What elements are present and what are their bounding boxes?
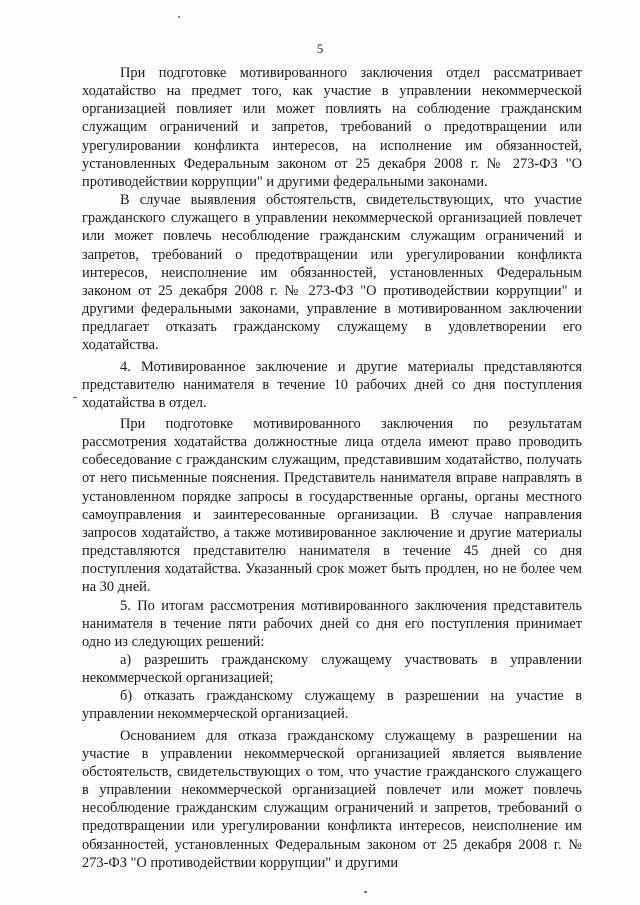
- document-body: [82, 64, 582, 872]
- paragraph-item-5: 5. По итогам рассмотрения мотивированного заключения представитель нанимателя в течение пяти рабочих дней со дня его поступления принимает одно из следующих решений:: [82, 597, 582, 650]
- scan-speck: [178, 16, 180, 18]
- scan-speck: [364, 891, 367, 893]
- paragraph-option-a: а) разрешить гражданскому служащему участвовать в управлении некоммерческой организацией;: [82, 652, 582, 687]
- paragraph-refusal-grounds: Основанием для отказа гражданскому служащему в разрешении на участие в управлении некоммерческой организацией является выявление обстоятельств, свидетельствующих о том, что участие гражданского служащего в управлении некоммерческой организацией повлечет или может повлечь несоблюдение гражданским служащим ограничений и запретов, требований о предотвращении или урегулировании конфликта интересов, неисполнение им обязанностей, установленных Федеральным законом от 25 декабря 2008 г. № 273-ФЗ "О противодействии коррупции" и другими: [82, 727, 582, 871]
- paragraph-item-4: 4. Мотивированное заключение и другие материалы представляются представителю нанимателя в течение 10 рабочих дней со дня поступления ходатайства в отдел.: [82, 358, 582, 411]
- paragraph-option-b: б) отказать гражданскому служащему в разрешении на участие в управлении некоммерческой организацией.: [82, 688, 582, 723]
- page-number: 5: [316, 41, 324, 56]
- scan-speck: [73, 397, 77, 398]
- paragraph-motivated-conclusion-review: При подготовке мотивированного заключения отдел рассматривает ходатайство на предмет того, как участие в управлении некоммерческой организацией повлияет или может повлиять на соблюдение гражданским служащим ограничений и запретов, требований о предотвращении или урегулировании конфликта интересов, на исполнение им обязанностей, установленных Федеральным законом от 25 декабря 2008 г. № 273-ФЗ "О противодействии коррупции" и другими федеральными законами.: [82, 65, 582, 190]
- paragraph-refusal-proposal: В случае выявления обстоятельств, свидетельствующих, что участие гражданского служащего в управлении некоммерческой организацией повлечет или может повлечь несоблюдение гражданским служащим ограничений и запретов, требований о предотвращении или урегулировании конфликта интересов, неисполнение им обязанностей, установленных Федеральным законом от 25 декабря 2008 г. № 273-ФЗ "О противодействии коррупции" и другими федеральными законами, управление в мотивированном заключении предлагает отказать гражданскому служащему в удовлетворении его ходатайства.: [82, 192, 582, 354]
- paragraph-interview-and-requests: При подготовке мотивированного заключения по результатам рассмотрения ходатайства должностные лица отдела имеют право проводить собеседование с гражданским служащим, представившим ходатайство, получать от него письменные пояснения. Представитель нанимателя вправе направлять в установленном порядке запросы в государственные органы, органы местного самоуправления и заинтересованные организации. В случае направления запросов ходатайство, а также мотивированное заключение и другие материалы представляются представителю нанимателя в течение 45 дней со дня поступления ходатайства. Указанный срок может быть продлен, но не более чем на 30 дней.: [82, 415, 582, 596]
